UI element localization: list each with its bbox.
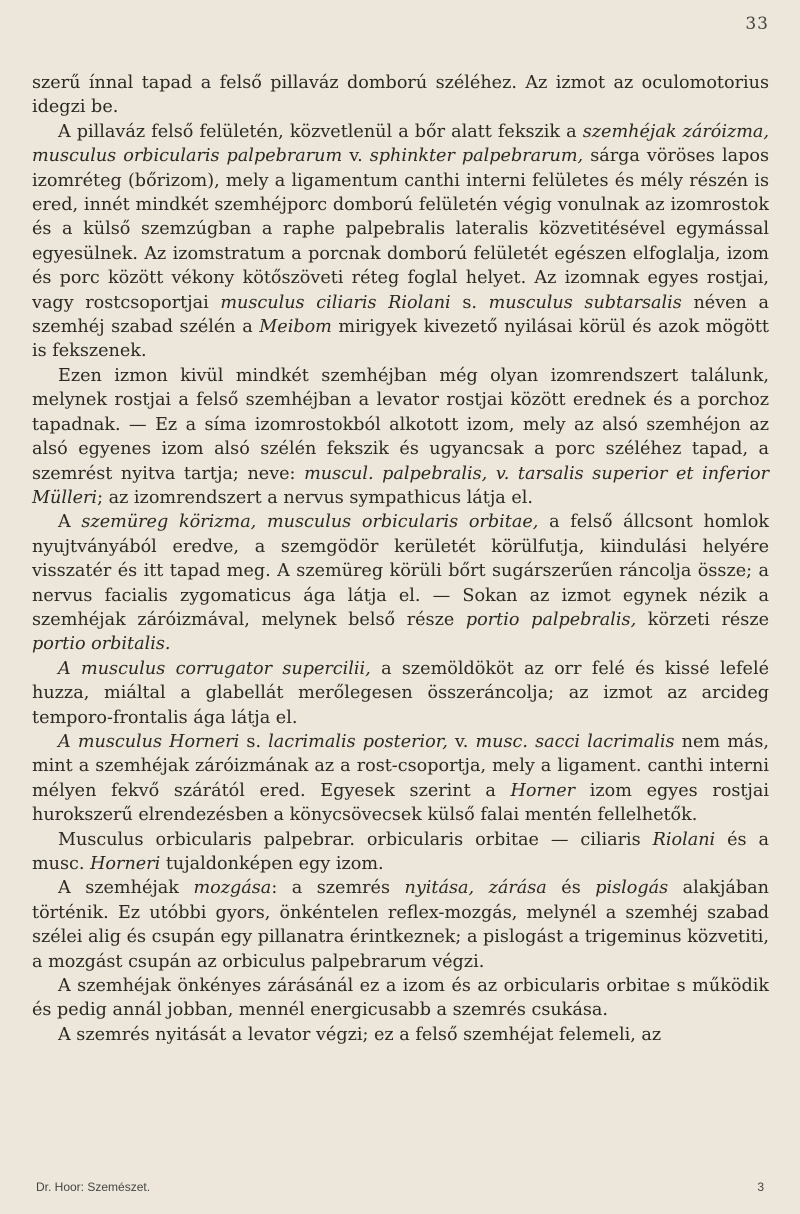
- page-footer: [36, 1180, 764, 1194]
- paragraph: [32, 876, 769, 974]
- italic-term: Riolani: [652, 829, 716, 850]
- text-run: Musculus orbicularis palpebrar. orbicularis orbitae — ciliaris: [58, 829, 653, 850]
- text-run: s.: [450, 292, 489, 313]
- italic-term: muscul. palpebralis, v. tarsalis superior et inferior Mülleri: [32, 463, 769, 508]
- italic-term: nyitása, zárása: [404, 878, 547, 899]
- paragraph: [32, 974, 769, 1023]
- text-run: a felső állcsont homlok nyujtványából eredve, a szemgödör kerületét körülfutja, kiindulási helyére visszatér és itt tapad meg. A szemüreg körüli bőrt sugárszerűen ráncolja össze; a nervus facialis zygomaticus ága látja el. — Sokan az izmot egynek nézik a szemhéjak záróizmával, melynek belső része: [32, 512, 769, 630]
- italic-term: Horner: [510, 780, 576, 801]
- page-number: 33: [745, 14, 769, 34]
- paragraph: [32, 1023, 769, 1047]
- text-run: A: [58, 512, 82, 533]
- italic-term: lacrimalis posterior,: [268, 731, 448, 752]
- text-run: nem más, mint a szemhéjak záróizmának az a rost-csoportja, mely a ligament. canthi interni mélyen fekvő szárától ered. Egyesek szerint a: [32, 731, 770, 801]
- paragraph: [32, 510, 769, 656]
- text-run: v.: [447, 731, 476, 752]
- text-run: ; az izomrendszert a nervus sympathicus látja el.: [97, 487, 534, 508]
- text-run: : a szemrés: [271, 878, 405, 899]
- text-run: és: [546, 878, 596, 899]
- text-run: A pillaváz felső felületén, közvetlenül a bőr alatt fekszik a: [58, 121, 583, 142]
- text-run: körzeti része: [636, 609, 770, 630]
- footer-author: Dr. Hoor: Szemészet.: [36, 1180, 151, 1194]
- text-run: Ezen izmon kivül mindkét szemhéjban még olyan izomrendszert találunk, melynek rostjai a felső szemhéjban a levator rostjai között erednek és a porchoz tapadnak. — Ez a síma izomrostokból alkotott izom, mely az alsó szemhéjon az alsó egyenes izom alsó szélén fekszik és ugyancsak a porc széléhez tapad, a szemrést nyitva tartja; neve:: [32, 365, 769, 484]
- text-run: tujaldonképen egy izom.: [160, 854, 384, 874]
- italic-term: Horneri: [90, 854, 161, 874]
- paragraph: [32, 364, 769, 510]
- italic-term: Meibom: [259, 317, 332, 338]
- text-run: s.: [239, 731, 269, 752]
- text-run: v.: [342, 146, 370, 167]
- text-run: néven a szemhéj szabad szélén a: [32, 292, 770, 338]
- text-run: mirigyek kivezető nyilásai körül és azok mögött is fekszenek.: [32, 317, 769, 362]
- italic-term: A musculus corrugator supercilii,: [58, 658, 371, 679]
- text-run: A szemrés nyitását a levator végzi; ez a felső szemhéjat felemeli, az: [58, 1024, 662, 1045]
- text-run: alakjában történik. Ez utóbbi gyors, önkéntelen reflex-mozgás, melynél a szemhéj szabad szélei alig és csupán egy pillanatra érintkeznek; a pislogást a trigeminus közvetiti, a mozgást csupán az orbiculus palpebrarum végzi.: [32, 878, 769, 972]
- paragraph: [32, 828, 769, 877]
- text-run: sárga vöröses lapos izomréteg (bőrizom), mely a ligamentum canthi interni felületes és mély részén is ered, innét mindkét szemhéjporc domború felületén végig vonulnak az izomrostok és a külső szemzúgban a raphe palpebralis lateralis közvetitésével egymással egyesülnek. Az izomstratum a porcnak domború felületét egészen elfoglalja, izom és porc között vékony kötőszöveti réteg foglal helyet. Az izomnak egyes rostjai, vagy rostcsoportjai: [32, 146, 769, 313]
- italic-term: A musculus Horneri: [58, 731, 240, 752]
- italic-term: szemhéjak záróizma, musculus orbicularis palpebrarum: [32, 121, 769, 167]
- italic-term: portio orbitalis.: [32, 634, 171, 655]
- body-text: [32, 71, 769, 1047]
- text-run: A szemhéjak önkényes zárásánál ez a izom és az orbicularis orbitae s működik és pedig annál jobban, mennél energicusabb a szemrés csukása.: [32, 976, 769, 1021]
- text-run: izom egyes rostjai hurokszerű elrendezésben a könycsövecsek külső falai mentén fellelhetők.: [32, 780, 769, 826]
- text-run: a szemöldököt az orr felé és kissé lefelé huzza, miáltal a glabellát merőlegesen összeráncolja; az izmot az arcideg temporo-frontalis ága látja el.: [32, 658, 769, 728]
- paragraph: [32, 730, 769, 828]
- paragraph: [32, 71, 769, 120]
- italic-term: mozgása: [193, 878, 272, 899]
- italic-term: pislogás: [595, 878, 669, 899]
- italic-term: szemüreg körizma, musculus orbicularis orbitae,: [81, 512, 539, 533]
- paragraph: [32, 120, 769, 364]
- text-run: A szemhéjak: [58, 878, 194, 899]
- italic-term: musculus ciliaris Riolani: [220, 292, 451, 313]
- text-run: szerű ínnal tapad a felső pillaváz domború széléhez. Az izmot az oculomotorius idegzi be.: [32, 73, 769, 118]
- paragraph: [32, 657, 769, 730]
- text-run: és a musc.: [32, 829, 769, 874]
- italic-term: portio palpebralis,: [465, 609, 637, 630]
- italic-term: sphinkter palpebrarum,: [369, 146, 584, 167]
- italic-term: musc. sacci lacrimalis: [475, 731, 675, 752]
- italic-term: musculus subtarsalis: [488, 292, 682, 313]
- footer-signature: 3: [757, 1180, 764, 1194]
